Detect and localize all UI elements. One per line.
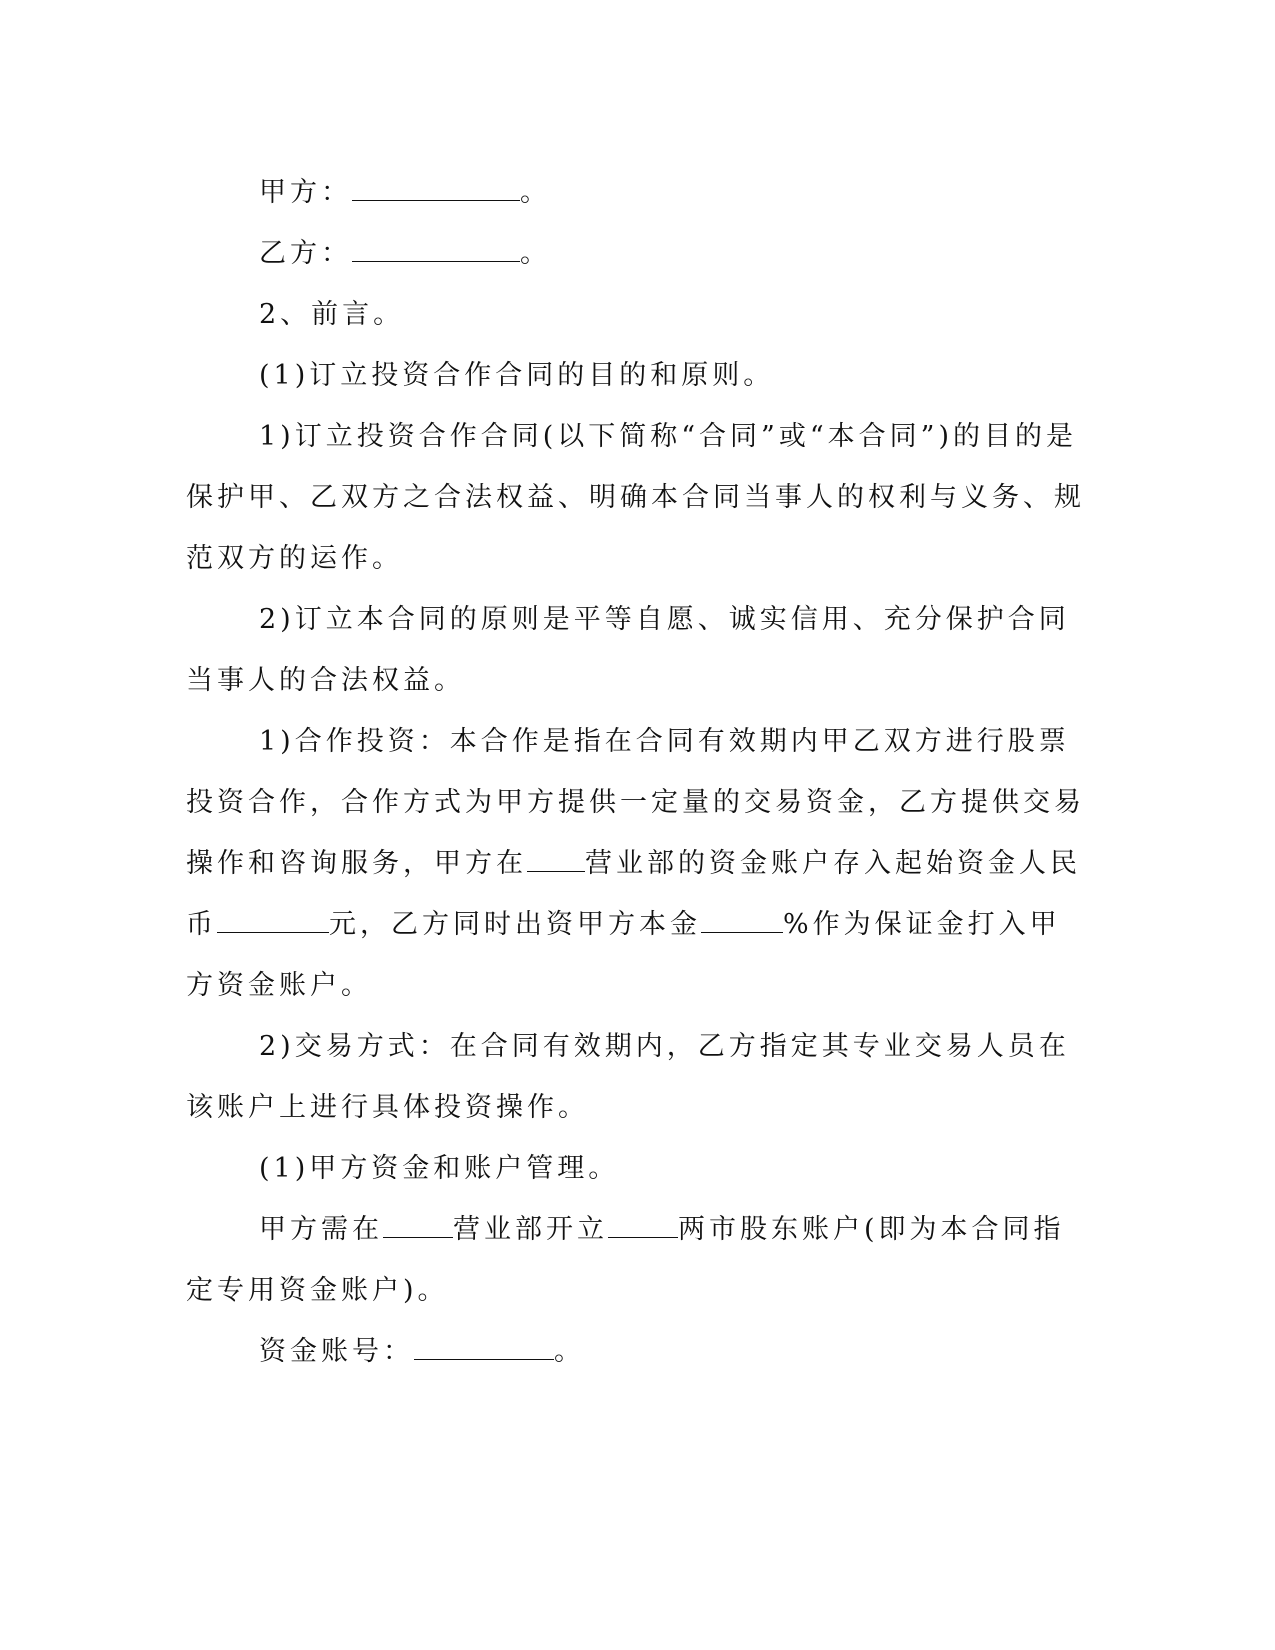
branch-blank — [527, 841, 585, 872]
fund-account-end: 。 — [554, 1336, 585, 1367]
acct-text-1: 甲方需在 — [259, 1214, 383, 1245]
fund-account-line — [186, 1321, 1086, 1382]
sub-2-title: (1)甲方资金和账户管理。 — [259, 1153, 620, 1184]
party-b-line — [186, 223, 1086, 284]
coop-text-4: %作为保证金打入甲方资金账户。 — [186, 909, 1061, 1001]
document-body — [186, 162, 1086, 1382]
percent-blank — [701, 902, 783, 933]
acct-text-3: 两市股东账户(即为本合同指定专用资金账户)。 — [186, 1214, 1065, 1306]
sub-1-paragraph-1: 1)订立投资合作合同(以下简称“合同”或“本合同”)的目的是保护甲、乙双方之合法权益、明确本合同当事人的权利与义务、规范双方的运作。 — [186, 421, 1085, 574]
account-paragraph — [186, 1199, 1086, 1321]
acct-text-2: 营业部开立 — [453, 1214, 608, 1245]
fund-account-label: 资金账号： — [259, 1336, 414, 1367]
coop-text-3: 元，乙方同时出资甲方本金 — [329, 909, 701, 940]
sub-1-title: (1)订立投资合作合同的目的和原则。 — [259, 360, 775, 391]
party-a-blank — [352, 170, 520, 201]
amount-blank — [217, 902, 329, 933]
party-b-label: 乙方： — [259, 238, 352, 269]
coop-text-2: 营业部的资金账户存入起始资金人民币 — [186, 848, 1081, 940]
party-a-end: 。 — [520, 177, 551, 208]
sub-1-paragraph-2: 2)订立本合同的原则是平等自愿、诚实信用、充分保护合同当事人的合法权益。 — [186, 604, 1070, 696]
party-b-blank — [352, 231, 520, 262]
section-2-heading: 2、前言。 — [259, 299, 405, 330]
acct-branch-blank — [383, 1207, 453, 1238]
party-b-end: 。 — [520, 238, 551, 269]
party-a-line — [186, 162, 1086, 223]
fund-account-blank — [414, 1329, 554, 1360]
cooperation-paragraph — [186, 711, 1086, 1016]
trade-method-paragraph: 2)交易方式：在合同有效期内，乙方指定其专业交易人员在该账户上进行具体投资操作。 — [186, 1031, 1070, 1123]
party-a-label: 甲方： — [259, 177, 352, 208]
coop-text-1: 1)合作投资：本合作是指在合同有效期内甲乙双方进行股票投资合作，合作方式为甲方提供一定量的交易资金，乙方提供交易操作和咨询服务，甲方在 — [186, 726, 1085, 879]
acct-market-blank — [608, 1207, 678, 1238]
